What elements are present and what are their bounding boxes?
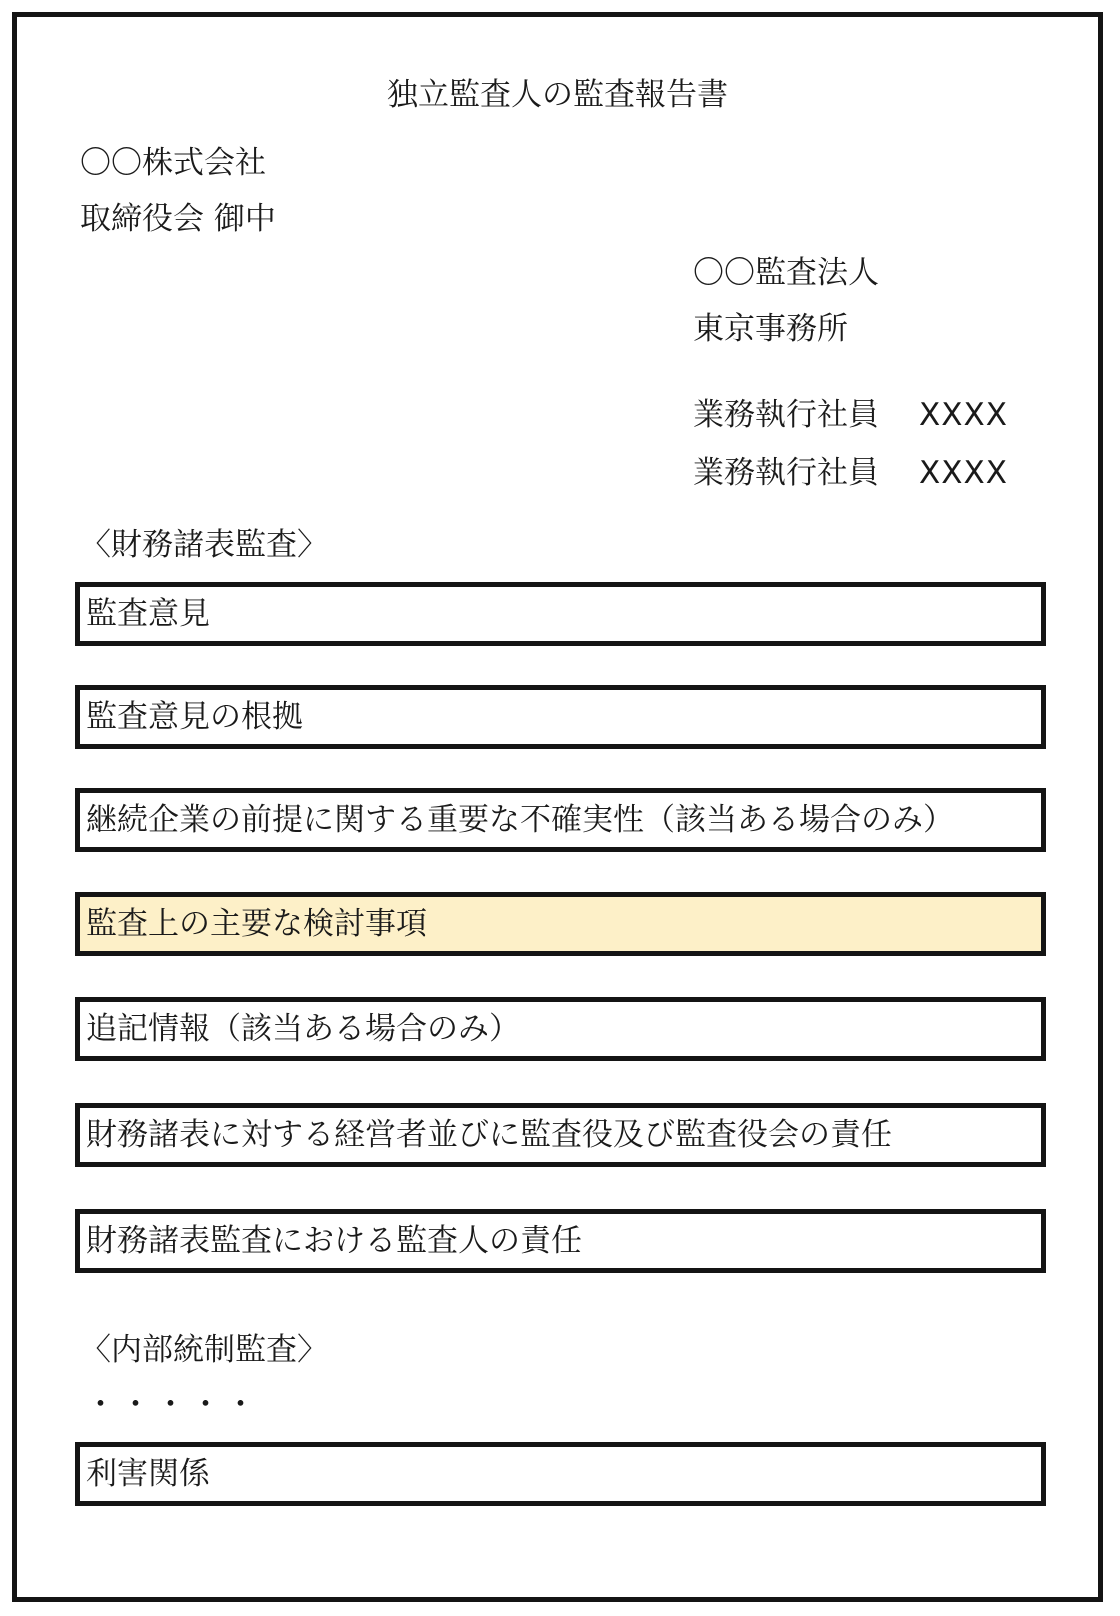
section-label: 財務諸表に対する経営者並びに監査役及び監査役会の責任 <box>86 1117 892 1153</box>
section-label: 利害関係 <box>86 1456 210 1492</box>
section-label: 監査上の主要な検討事項 <box>86 906 427 942</box>
signer-name: XXXX <box>919 455 1008 491</box>
signer-2 <box>693 453 1008 493</box>
section-label: 監査意見 <box>86 596 210 632</box>
audit-report-page <box>12 12 1103 1602</box>
section-label: 監査意見の根拠 <box>86 699 303 735</box>
ellipsis-dots: ・・・・・ <box>85 1387 260 1423</box>
section-emphasis-of-matter <box>75 997 1046 1061</box>
signer-role: 業務執行社員 <box>693 397 879 433</box>
section-auditor-responsibility <box>75 1209 1046 1273</box>
section-label: 財務諸表監査における監査人の責任 <box>86 1223 582 1259</box>
section-basis-for-opinion <box>75 685 1046 749</box>
section-label: 継続企業の前提に関する重要な不確実性（該当ある場合のみ） <box>86 802 954 838</box>
internal-control-heading: 〈内部統制監査〉 <box>80 1332 328 1368</box>
section-conflict-of-interest <box>75 1442 1046 1506</box>
issuer-office: 東京事務所 <box>693 311 848 347</box>
addressee-recipient: 取締役会 御中 <box>80 201 276 237</box>
report-title: 独立監査人の監査報告書 <box>387 77 728 113</box>
section-label: 追記情報（該当ある場合のみ） <box>86 1011 520 1047</box>
section-management-responsibility <box>75 1103 1046 1167</box>
section-going-concern <box>75 788 1046 852</box>
section-audit-opinion <box>75 582 1046 646</box>
signer-role: 業務執行社員 <box>693 455 879 491</box>
signer-1 <box>693 395 1008 435</box>
section-key-audit-matters <box>75 892 1046 956</box>
issuer-firm: 〇〇監査法人 <box>693 255 879 291</box>
addressee-company: 〇〇株式会社 <box>80 145 266 181</box>
financial-audit-heading: 〈財務諸表監査〉 <box>80 527 328 563</box>
signer-name: XXXX <box>919 397 1008 433</box>
